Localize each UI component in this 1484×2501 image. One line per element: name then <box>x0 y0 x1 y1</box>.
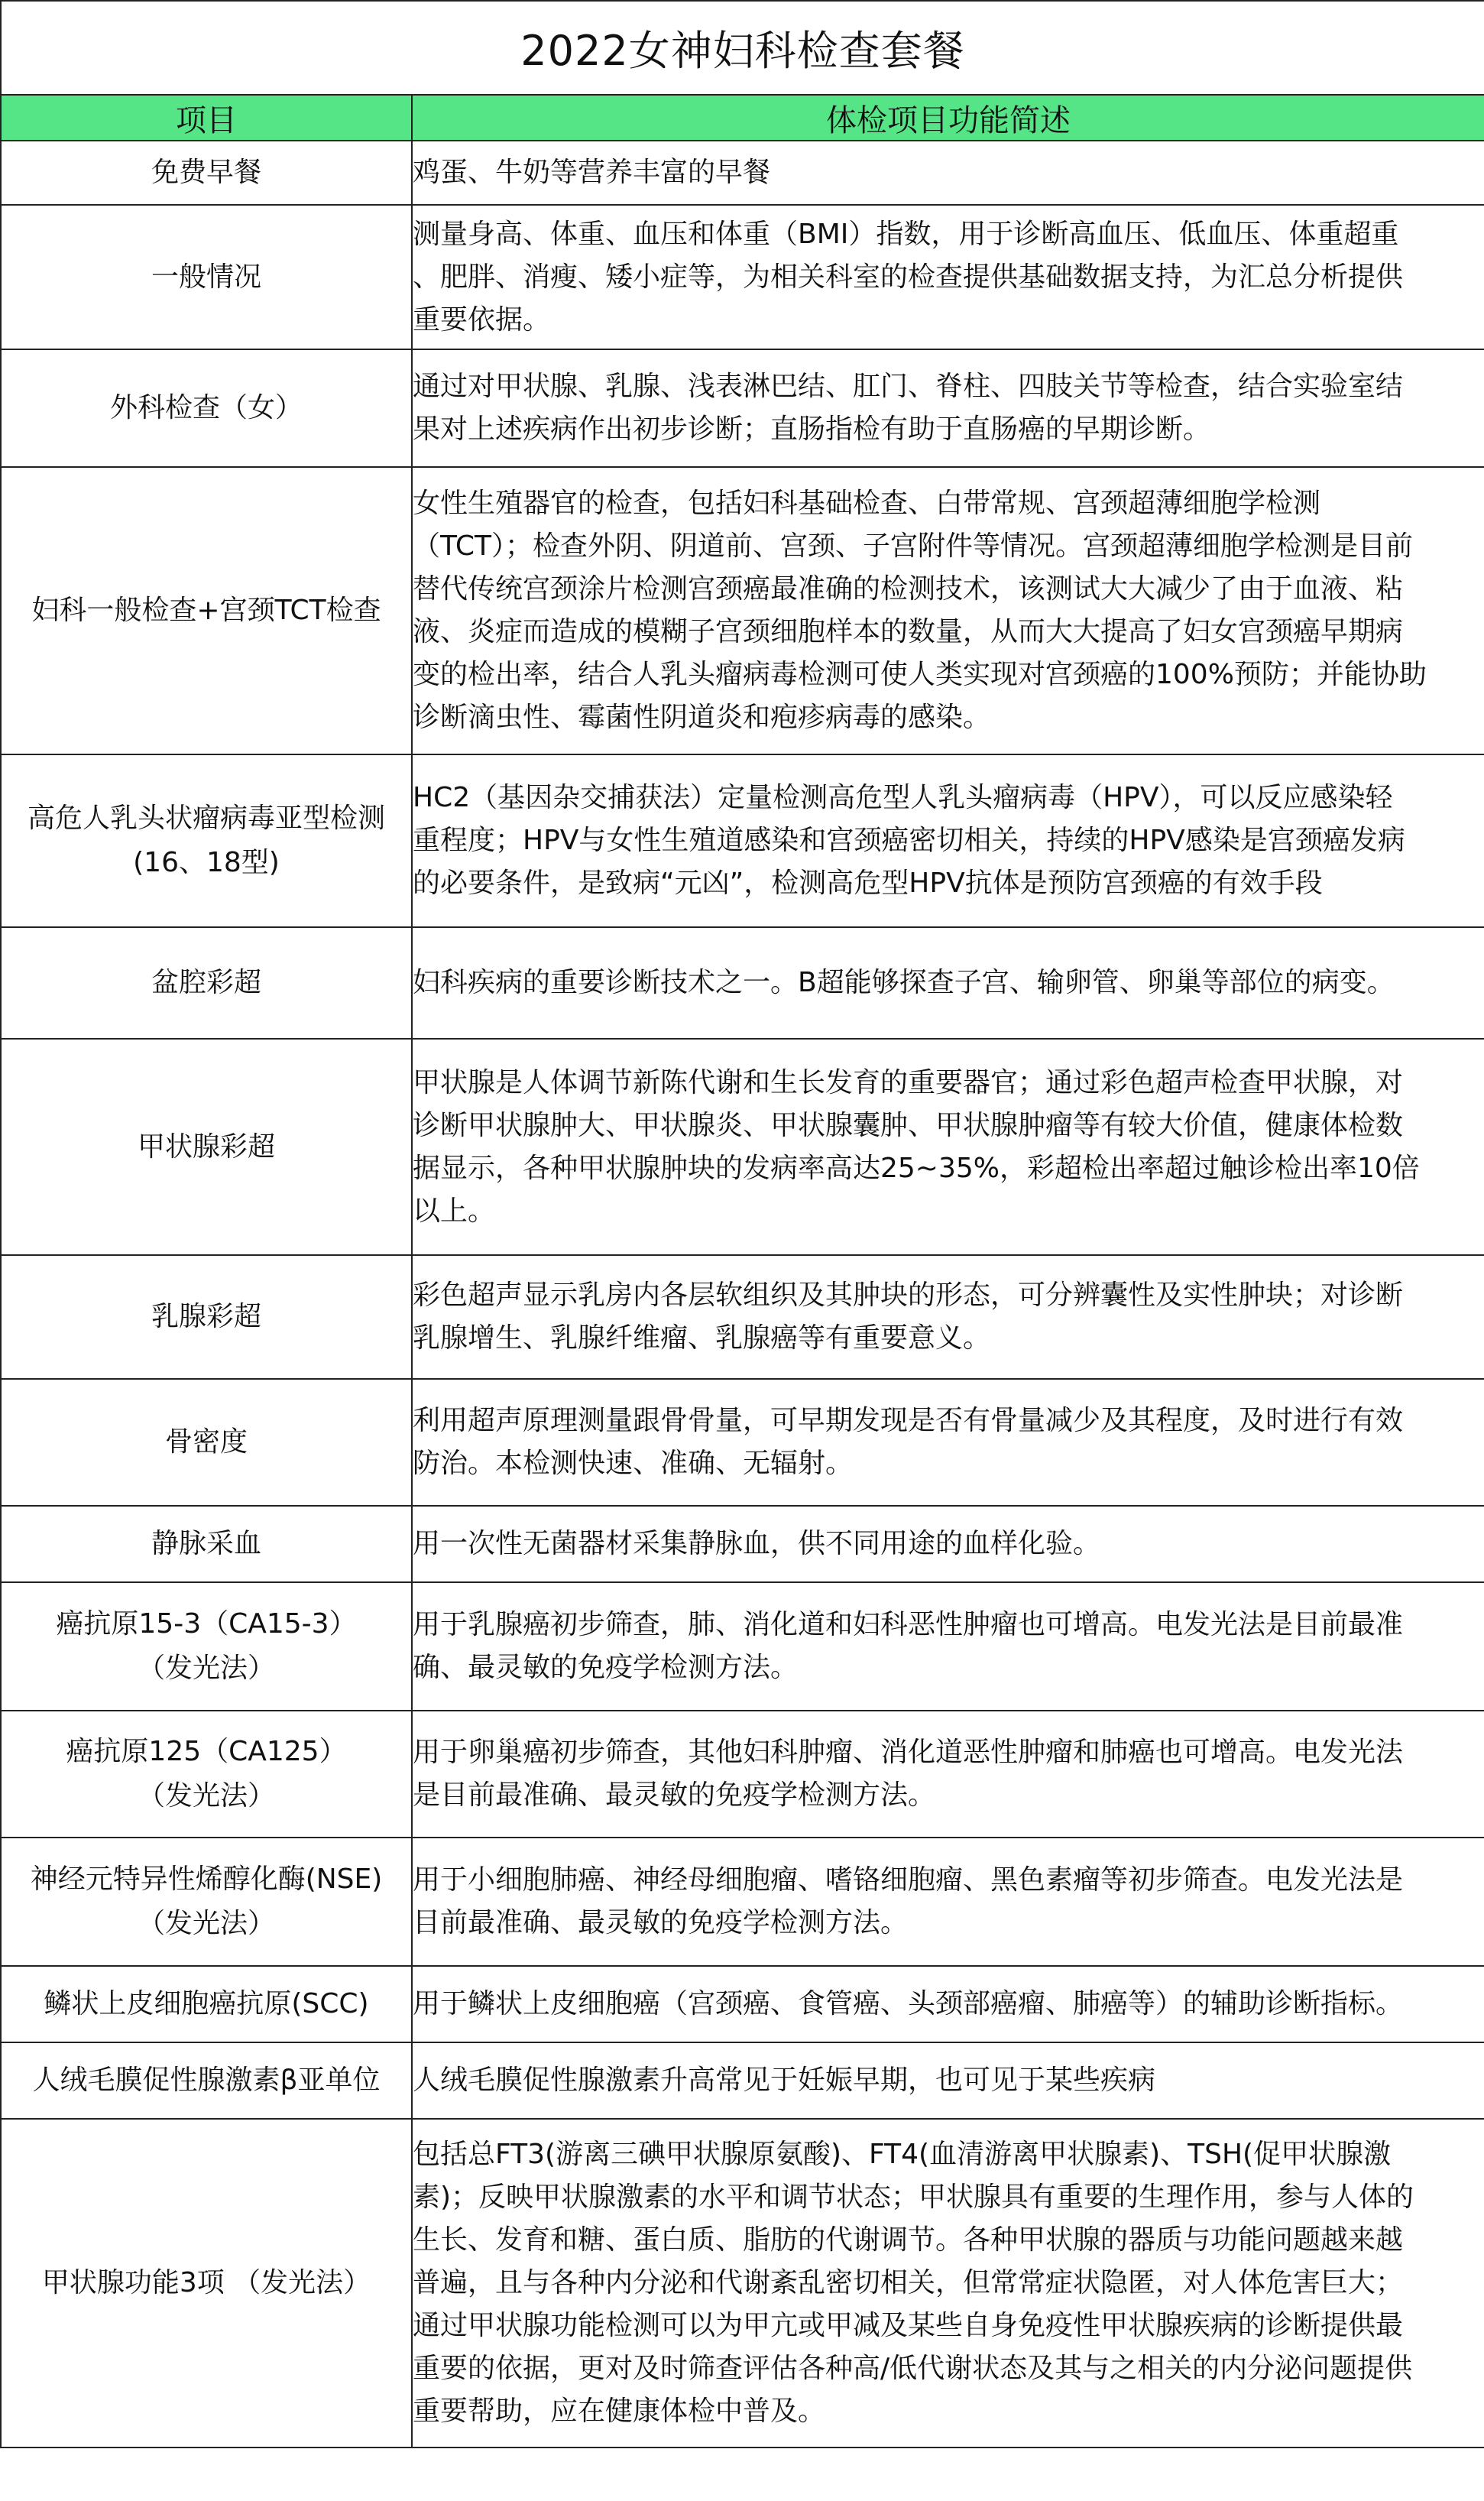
item-name-line: 癌抗原125（CA125） <box>66 1736 347 1767</box>
item-name-line: 鳞状上皮细胞癌抗原(SCC) <box>44 1988 369 2019</box>
description-line: 彩色超声显示乳房内各层软组织及其肿块的形态，可分辨囊性及实性肿块；对诊断 <box>413 1280 1404 1311</box>
description-line: 果对上述疾病作出初步诊断；直肠指检有助于直肠癌的早期诊断。 <box>413 414 1211 445</box>
description-line: 人绒毛膜促性腺激素升高常见于妊娠早期，也可见于某些疾病 <box>413 2065 1156 2096</box>
table-row <box>1 1711 1484 1838</box>
description-line: 用于鳞状上皮细胞癌（宫颈癌、食管癌、头颈部癌瘤、肺癌等）的辅助诊断指标。 <box>413 1988 1404 2019</box>
item-name-cell <box>1 754 412 927</box>
item-name-cell <box>1 2119 412 2447</box>
description-line: 以上。 <box>413 1195 496 1227</box>
description-line: 、肥胖、消瘦、矮小症等，为相关科室的检查提供基础数据支持，为汇总分析提供 <box>413 261 1404 293</box>
item-name-line: 甲状腺彩超 <box>137 1130 275 1163</box>
item-name-line: 免费早餐 <box>151 157 261 188</box>
table-row <box>1 754 1484 927</box>
item-name-line: 乳腺彩超 <box>151 1301 261 1332</box>
item-description-cell <box>412 2119 1484 2447</box>
item-description-cell <box>412 1582 1484 1711</box>
item-name-cell <box>1 1711 412 1838</box>
title-row <box>1 1 1484 95</box>
item-name-line: （发光法） <box>137 1908 275 1939</box>
item-name-cell <box>1 2042 412 2119</box>
description-line: 利用超声原理测量跟骨骨量，可早期发现是否有骨量减少及其程度，及时进行有效 <box>413 1405 1404 1436</box>
table-row <box>1 2042 1484 2119</box>
table-row <box>1 1255 1484 1379</box>
item-name-cell <box>1 1039 412 1255</box>
item-name-line: 盆腔彩超 <box>151 967 261 998</box>
table-row <box>1 141 1484 205</box>
item-description-cell <box>412 1039 1484 1255</box>
description-line: 用于卵巢癌初步筛查，其他妇科肿瘤、消化道恶性肿瘤和肺癌也可增高。电发光法 <box>413 1737 1404 1768</box>
description-line: 重程度；HPV与女性生殖道感染和宫颈癌密切相关，持续的HPV感染是宫颈癌发病 <box>413 825 1405 856</box>
description-line: 确、最灵敏的免疫学检测方法。 <box>413 1652 799 1683</box>
description-line: 重要的依据，更对及时筛查评估各种高/低代谢状态及其与之相关的内分泌问题提供 <box>413 2353 1413 2384</box>
description-line: 鸡蛋、牛奶等营养丰富的早餐 <box>413 157 771 188</box>
item-name-line: 外科检查（女） <box>109 392 303 423</box>
item-description-cell <box>412 1506 1484 1582</box>
description-line: 据显示，各种甲状腺肿块的发病率高达25~35%，彩超检出率超过触诊检出率10倍 <box>413 1152 1420 1184</box>
item-description-cell <box>412 1838 1484 1966</box>
description-line: 用于小细胞肺癌、神经母细胞瘤、嗜铬细胞瘤、黑色素瘤等初步筛查。电发光法是 <box>413 1864 1404 1896</box>
item-name-line: 骨密度 <box>164 1426 248 1458</box>
item-name-cell <box>1 1255 412 1379</box>
description-line: 重要帮助，应在健康体检中普及。 <box>413 2396 826 2427</box>
table-row <box>1 1582 1484 1711</box>
description-line: 变的检出率，结合人乳头瘤病毒检测可使人类实现对宫颈癌的100%预防；并能协助 <box>413 659 1427 690</box>
item-description-cell <box>412 141 1484 205</box>
table-body <box>1 1 1484 2447</box>
description-line: 通过对甲状腺、乳腺、浅表淋巴结、肛门、脊柱、四肢关节等检查，结合实验室结 <box>413 371 1404 402</box>
description-line: 液、炎症而造成的模糊子宫颈细胞样本的数量，从而大大提高了妇女宫颈癌早期病 <box>413 616 1404 647</box>
item-description-cell <box>412 1966 1484 2042</box>
description-line: 重要依据。 <box>413 303 551 336</box>
column-header-description: 体检项目功能简述 <box>412 95 1484 141</box>
item-description-cell <box>412 349 1484 467</box>
item-name-line: 甲状腺功能3项 （发光法） <box>41 2267 371 2298</box>
description-line: 甲状腺是人体调节新陈代谢和生长发育的重要器官；通过彩色超声检查甲状腺，对 <box>413 1066 1404 1098</box>
description-line: 替代传统宫颈涂片检测宫颈癌最准确的检测技术，该测试大大减少了由于血液、粘 <box>413 573 1404 605</box>
item-name-line: 一般情况 <box>151 261 261 293</box>
column-header-item: 项目 <box>1 95 412 141</box>
table-row <box>1 1506 1484 1582</box>
description-line: 诊断甲状腺肿大、甲状腺炎、甲状腺囊肿、甲状腺肿瘤等有较大价值，健康体检数 <box>413 1109 1404 1141</box>
item-description-cell <box>412 927 1484 1039</box>
table-row <box>1 1039 1484 1255</box>
item-name-line: （发光法） <box>137 1780 275 1812</box>
item-name-cell <box>1 1838 412 1966</box>
item-name-line: 高危人乳头状瘤病毒亚型检测 <box>27 803 385 834</box>
item-name-line: （发光法） <box>137 1653 275 1684</box>
description-line: 通过甲状腺功能检测可以为甲亢或甲减及某些自身免疫性甲状腺疾病的诊断提供最 <box>413 2310 1404 2341</box>
item-name-line: 人绒毛膜促性腺激素β亚单位 <box>32 2065 381 2096</box>
description-line: 素)；反映甲状腺激素的水平和调节状态；甲状腺具有重要的生理作用，参与人体的 <box>413 2181 1414 2213</box>
description-line: 防治。本检测快速、准确、无辐射。 <box>413 1448 854 1479</box>
description-line: 女性生殖器官的检查，包括妇科基础检查、白带常规、宫颈超薄细胞学检测 <box>413 488 1321 519</box>
item-name-cell <box>1 141 412 205</box>
item-description-cell <box>412 754 1484 927</box>
description-line: HC2（基因杂交捕获法）定量检测高危型人乳头瘤病毒（HPV），可以反应感染轻 <box>413 782 1393 813</box>
item-name-cell <box>1 1379 412 1506</box>
page-title: 2022女神妇科检查套餐 <box>1 1 1484 95</box>
table-row <box>1 1379 1484 1506</box>
description-line: 包括总FT3(游离三碘甲状腺原氨酸)、FT4(血清游离甲状腺素)、TSH(促甲状腺激 <box>413 2139 1392 2170</box>
description-line: 生长、发育和糖、蛋白质、脂肪的代谢调节。各种甲状腺的器质与功能问题越来越 <box>413 2224 1404 2256</box>
description-line: 是目前最准确、最灵敏的免疫学检测方法。 <box>413 1779 936 1811</box>
description-line: 普遍，且与各种内分泌和代谢紊乱密切相关，但常常症状隐匿，对人体危害巨大； <box>413 2267 1404 2298</box>
description-line: 乳腺增生、乳腺纤维瘤、乳腺癌等有重要意义。 <box>413 1322 991 1354</box>
item-description-cell <box>412 2042 1484 2119</box>
table-row <box>1 1838 1484 1966</box>
item-description-cell <box>412 1255 1484 1379</box>
description-line: 妇科疾病的重要诊断技术之一。B超能够探查子宫、输卵管、卵巢等部位的病变。 <box>413 967 1395 998</box>
table-row <box>1 927 1484 1039</box>
item-description-cell <box>412 205 1484 349</box>
item-description-cell <box>412 1379 1484 1506</box>
description-line: 用于乳腺癌初步筛查，肺、消化道和妇科恶性肿瘤也可增高。电发光法是目前最准 <box>413 1609 1404 1640</box>
description-line: 诊断滴虫性、霉菌性阴道炎和疱疹病毒的感染。 <box>413 702 991 733</box>
item-description-cell <box>412 1711 1484 1838</box>
item-name-line: 神经元特异性烯醇化酶(NSE) <box>30 1864 383 1895</box>
table-row <box>1 205 1484 349</box>
item-name-cell <box>1 205 412 349</box>
item-name-cell <box>1 927 412 1039</box>
description-line: 测量身高、体重、血压和体重（BMI）指数，用于诊断高血压、低血压、体重超重 <box>413 218 1399 250</box>
item-description-cell <box>412 467 1484 754</box>
description-line: 用一次性无菌器材采集静脉血，供不同用途的血样化验。 <box>413 1528 1101 1559</box>
item-name-line: (16、18型) <box>133 847 280 878</box>
item-name-cell <box>1 1582 412 1711</box>
item-name-cell <box>1 349 412 467</box>
description-line: 目前最准确、最灵敏的免疫学检测方法。 <box>413 1907 909 1938</box>
item-name-line: 癌抗原15-3（CA15-3） <box>56 1608 357 1640</box>
description-line: （TCT）；检查外阴、阴道前、宫颈、子宫附件等情况。宫颈超薄细胞学检测是目前 <box>413 530 1414 562</box>
table-row <box>1 2119 1484 2447</box>
item-name-cell <box>1 467 412 754</box>
header-row <box>1 95 1484 141</box>
table-row <box>1 467 1484 754</box>
table-row <box>1 1966 1484 2042</box>
item-name-cell <box>1 1966 412 2042</box>
table-row <box>1 349 1484 467</box>
item-name-cell <box>1 1506 412 1582</box>
item-name-line: 妇科一般检查+宫颈TCT检查 <box>31 595 381 626</box>
description-line: 的必要条件，是致病“元凶”，检测高危型HPV抗体是预防宫颈癌的有效手段 <box>413 868 1323 899</box>
item-name-line: 静脉采血 <box>151 1528 261 1559</box>
